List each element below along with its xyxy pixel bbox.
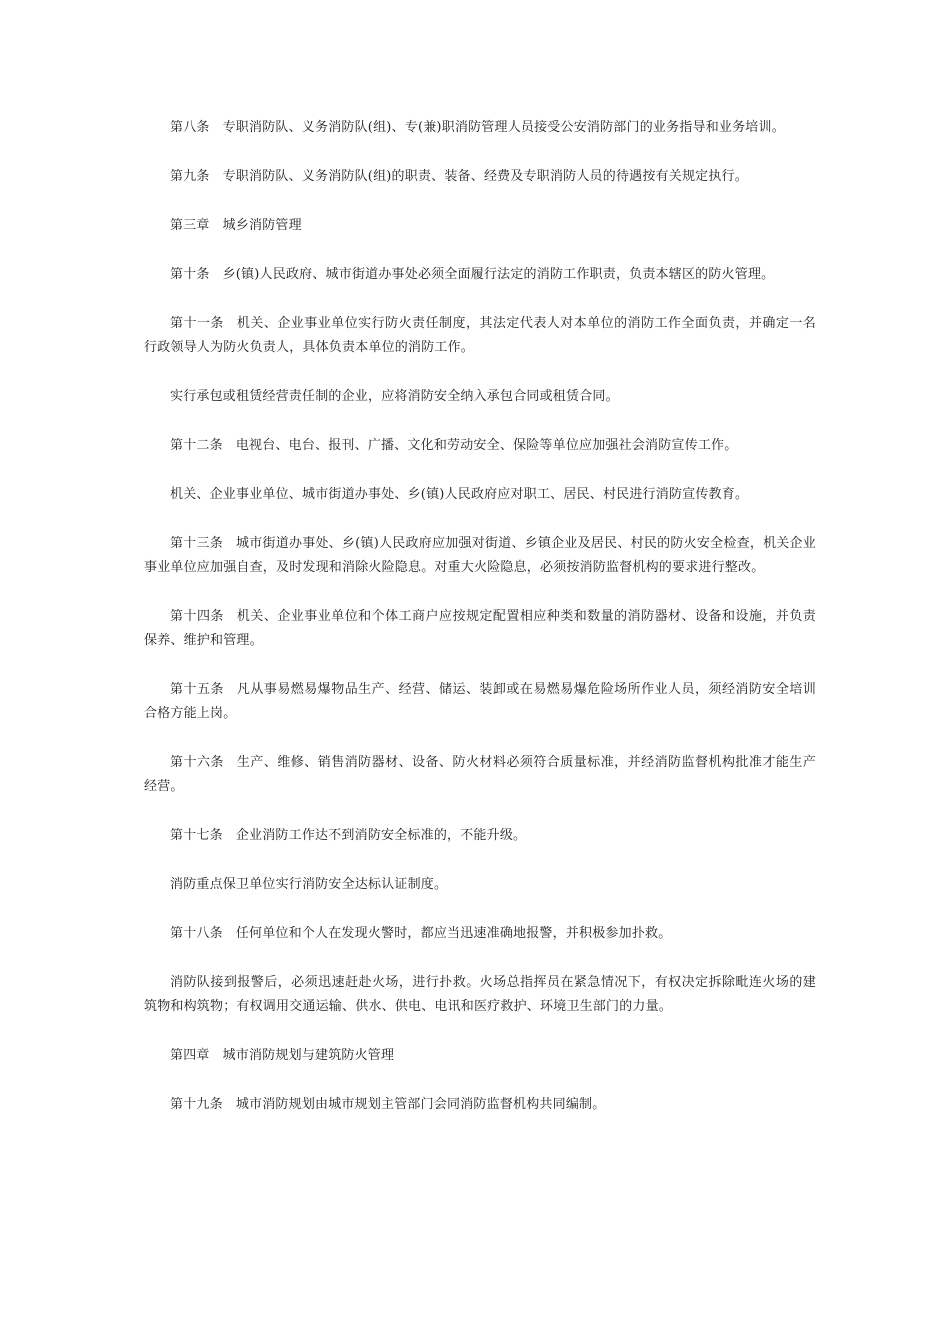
article-label: 第十八条 [170, 926, 223, 941]
chapter-label: 第三章 [170, 218, 210, 233]
article-text: 企业消防工作达不到消防安全标准的，不能升级。 [235, 828, 527, 843]
article-label: 第八条 [170, 120, 210, 135]
document-page [144, 116, 816, 1142]
article-11 [144, 312, 816, 360]
article-17 [144, 824, 816, 848]
article-text: 生产、维修、销售消防器材、设备、防火材料必须符合质量标准，并经消防监督机构批准才能生产经营。 [144, 755, 816, 794]
chapter-label: 第四章 [170, 1048, 210, 1063]
article-text: 机关、企业事业单位、城市街道办事处、乡(镇)人民政府应对职工、居民、村民进行消防宣传教育。 [170, 487, 749, 502]
article-text: 专职消防队、义务消防队(组)、专(兼)职消防管理人员接受公安消防部门的业务指导和业务培训。 [222, 120, 785, 135]
article-label: 第十条 [170, 267, 210, 282]
article-label: 第十六条 [170, 755, 224, 770]
article-12-clause-2 [144, 483, 816, 507]
article-14 [144, 605, 816, 653]
article-18-clause-2 [144, 971, 816, 1019]
article-label: 第十三条 [170, 536, 223, 551]
article-11-clause-2 [144, 385, 816, 409]
article-19 [144, 1093, 816, 1117]
article-text: 任何单位和个人在发现火警时，都应当迅速准确地报警，并积极参加扑救。 [235, 926, 672, 941]
article-12 [144, 434, 816, 458]
article-text: 消防重点保卫单位实行消防安全达标认证制度。 [170, 877, 448, 892]
article-label: 第十一条 [170, 316, 224, 331]
chapter-4-heading [144, 1044, 816, 1068]
article-text: 乡(镇)人民政府、城市街道办事处必须全面履行法定的消防工作职责，负责本辖区的防火管理。 [222, 267, 775, 282]
article-18 [144, 922, 816, 946]
article-text: 机关、企业事业单位实行防火责任制度，其法定代表人对本单位的消防工作全面负责，并确定一名行政领导人为防火负责人，具体负责本单位的消防工作。 [144, 316, 816, 355]
article-text: 机关、企业事业单位和个体工商户应按规定配置相应种类和数量的消防器材、设备和设施，并负责保养、维护和管理。 [144, 609, 816, 648]
article-label: 第十五条 [170, 682, 224, 697]
article-text: 消防队接到报警后，必须迅速赶赴火场，进行扑救。火场总指挥员在紧急情况下，有权决定拆除毗连火场的建筑物和构筑物；有权调用交通运输、供水、供电、电讯和医疗救护、环境卫生部门的力量。 [144, 975, 816, 1014]
article-13 [144, 532, 816, 580]
article-text: 城市街道办事处、乡(镇)人民政府应加强对街道、乡镇企业及居民、村民的防火安全检查，机关企业事业单位应加强自查，及时发现和消除火险隐息。对重大火险隐息，必须按消防监督机构的要求进行整改。 [144, 536, 816, 575]
article-10 [144, 263, 816, 287]
chapter-title: 城市消防规划与建筑防火管理 [222, 1048, 395, 1063]
article-label: 第十七条 [170, 828, 223, 843]
article-label: 第十四条 [170, 609, 224, 624]
article-9 [144, 165, 816, 189]
article-label: 第十九条 [170, 1097, 223, 1112]
chapter-3-heading [144, 214, 816, 238]
article-text: 城市消防规划由城市规划主管部门会同消防监督机构共同编制。 [235, 1097, 606, 1112]
article-text: 电视台、电台、报刊、广播、文化和劳动安全、保险等单位应加强社会消防宣传工作。 [235, 438, 738, 453]
article-15 [144, 678, 816, 726]
article-text: 凡从事易燃易爆物品生产、经营、储运、装卸或在易燃易爆危险场所作业人员，须经消防安全培训合格方能上岗。 [144, 682, 816, 721]
article-17-clause-2 [144, 873, 816, 897]
chapter-title: 城乡消防管理 [222, 218, 302, 233]
article-label: 第九条 [170, 169, 210, 184]
article-8 [144, 116, 816, 140]
article-text: 专职消防队、义务消防队(组)的职责、装备、经费及专职消防人员的待遇按有关规定执行。 [222, 169, 748, 184]
article-text: 实行承包或租赁经营责任制的企业，应将消防安全纳入承包合同或租赁合同。 [170, 389, 619, 404]
article-label: 第十二条 [170, 438, 223, 453]
article-16 [144, 751, 816, 799]
